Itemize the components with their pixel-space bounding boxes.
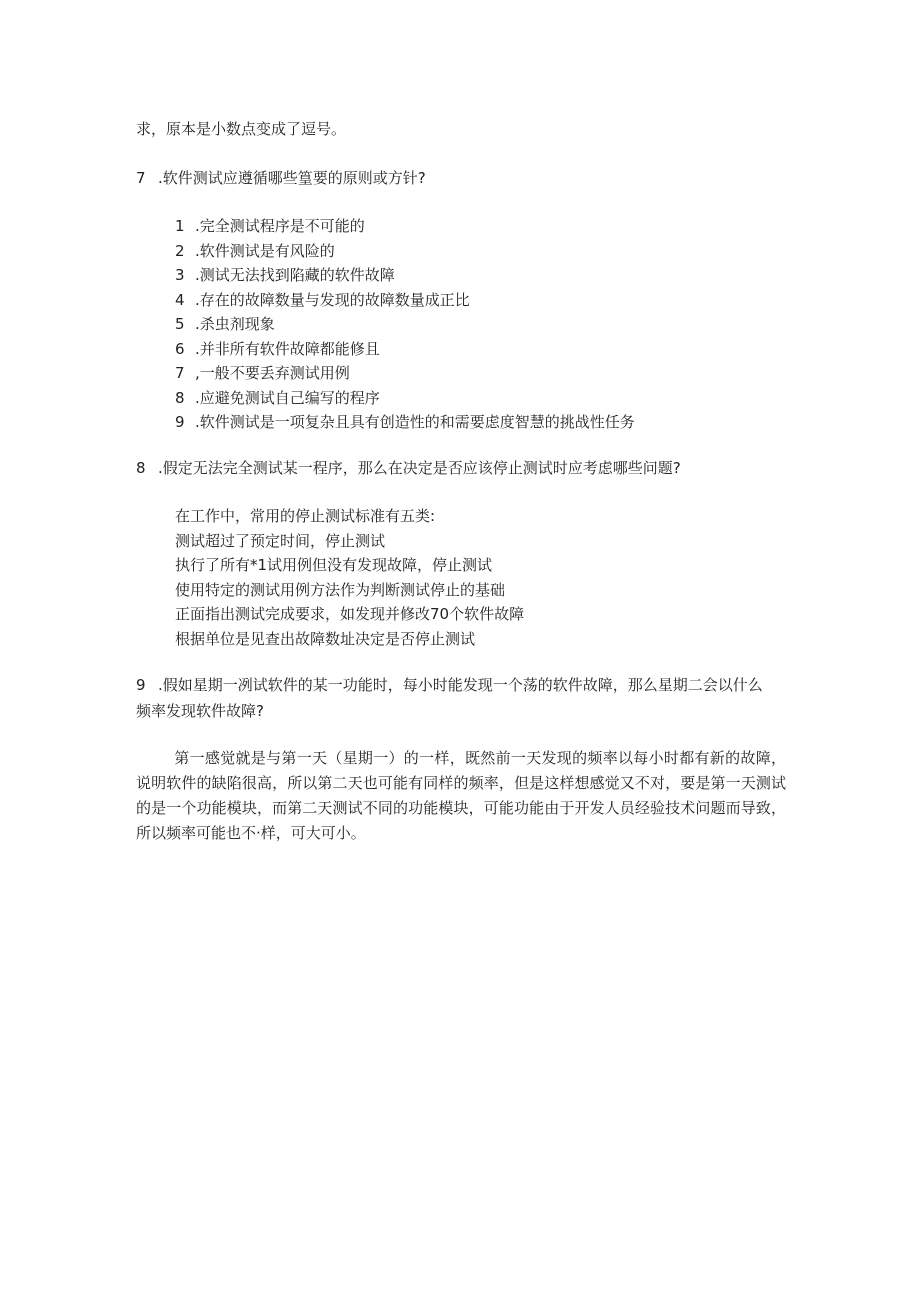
list-item bbox=[175, 239, 635, 264]
list-item-number: 2 bbox=[175, 241, 185, 260]
question-7 bbox=[136, 166, 426, 190]
list-item-text: .软件测试是有风险的 bbox=[195, 241, 335, 260]
criteria-line: 在工作中，常用的停止测试标准有五类: bbox=[175, 507, 436, 525]
question-9-text-line2: 频率发现软件故障? bbox=[136, 702, 264, 720]
question-9-answer bbox=[136, 746, 786, 846]
question-8 bbox=[136, 456, 681, 480]
criteria-line: 正面指出测试完成要求，如发现并修改70个软件故障 bbox=[175, 605, 525, 623]
question-7-text: .软件测试应遵循哪些篁要的原则或方针? bbox=[158, 169, 426, 187]
list-item bbox=[175, 410, 635, 435]
question-9 bbox=[136, 673, 763, 697]
criteria-line: 使用特定的测试用例方法作为判断测试停止的基础 bbox=[175, 580, 506, 599]
principles-list bbox=[175, 214, 635, 435]
criteria-line: 测试超过了预定时间，停止测试 bbox=[175, 531, 386, 550]
list-item bbox=[175, 361, 635, 386]
list-item bbox=[175, 288, 635, 313]
question-9-number: 9 bbox=[136, 676, 146, 694]
list-item-text: .应避免测试自己编写的程序 bbox=[195, 388, 380, 407]
list-item-text: .完全测试程序是不可能的 bbox=[195, 217, 365, 235]
list-item-number: 8 bbox=[175, 388, 185, 407]
question-7-number: 7 bbox=[136, 169, 146, 187]
list-item-number: 5 bbox=[175, 315, 185, 333]
answer-text: 第一感觉就是与第一天（星期一）的一样，既然前一天发现的频率以每小时都有新的故障，说明软件的缺陷很高，所以第二天也可能有同样的频率，但是这样想感觉又不对，要是第一天测试的是一个功能模块，而第二天测试不同的功能模块，可能功能由于开发人员经验技术问题而导致，所以频率可能也不·样，可大可小。 bbox=[136, 749, 786, 842]
list-item-text: .软件测试是一项复杂且具有创造性的和需要虑度智慧的挑战性任务 bbox=[195, 413, 635, 431]
list-item-text: .存在的故障数量与发现的故障数量成正比 bbox=[195, 290, 470, 309]
stop-criteria-list bbox=[175, 504, 524, 651]
question-8-number: 8 bbox=[136, 459, 146, 477]
intro-line: 求，原本是小数点变成了逗号。 bbox=[136, 120, 347, 138]
list-item-number: 4 bbox=[175, 290, 185, 309]
list-item-number: 6 bbox=[175, 339, 185, 358]
list-item bbox=[175, 386, 635, 411]
list-item-number: 3 bbox=[175, 266, 185, 284]
list-item-number: 7 bbox=[175, 364, 185, 382]
list-item bbox=[175, 337, 635, 362]
question-9-continuation bbox=[136, 699, 264, 723]
list-item bbox=[175, 312, 635, 337]
list-item-number: 9 bbox=[175, 413, 185, 431]
list-item-text: .测试无法找到陷藏的软件故障 bbox=[195, 266, 395, 284]
list-item-number: 1 bbox=[175, 217, 185, 235]
criteria-line: 根据单位是见查出故障数址决定是否停止测试 bbox=[175, 629, 476, 648]
list-item-text: .并非所有软件故障都能修且 bbox=[195, 339, 380, 358]
list-item-text: ,一般不要丢弃测试用例 bbox=[195, 364, 350, 382]
question-9-text-line1: .假如星期一冽试软件的某一功能时，每小时能发现一个荡的软件故障，那么星期二会以什么 bbox=[158, 676, 763, 694]
list-item-text: .杀虫剂现象 bbox=[195, 315, 275, 333]
criteria-line: 执行了所有*1试用例但没有发现故障，停止测试 bbox=[175, 556, 493, 574]
list-item bbox=[175, 263, 635, 288]
question-8-text: .假定无法完全测试某一程序，那么在决定是否应该停止测试时应考虑哪些问题? bbox=[158, 459, 681, 477]
list-item bbox=[175, 214, 635, 239]
